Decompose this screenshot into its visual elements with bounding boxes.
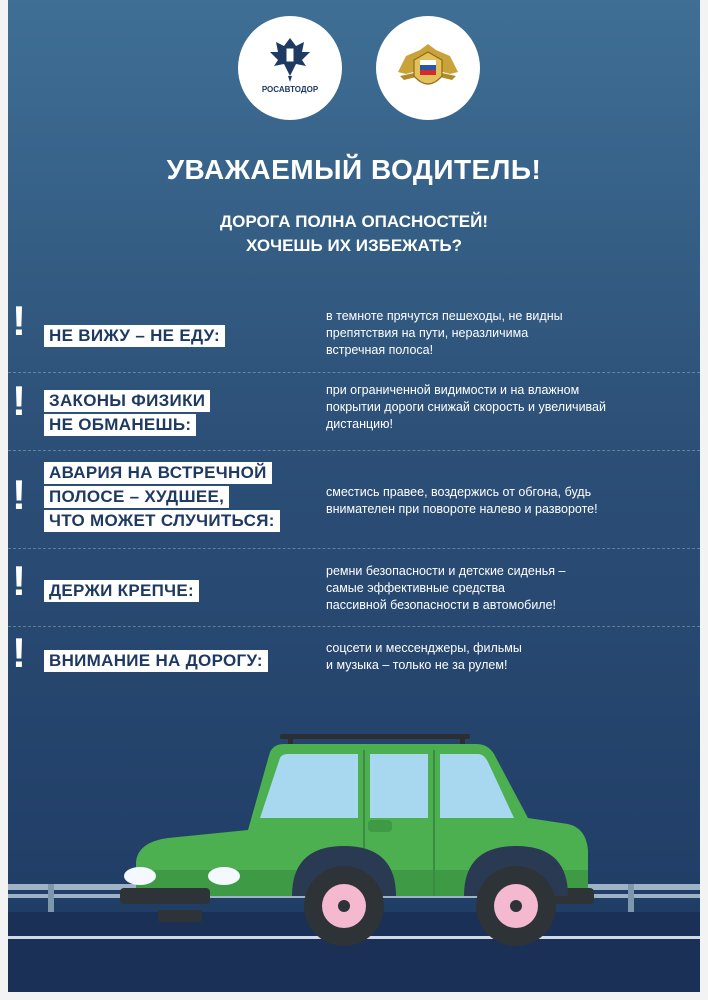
page-title: УВАЖАЕМЫЙ ВОДИТЕЛЬ!	[166, 154, 542, 185]
item-text-line: внимателен при повороте налево и развороте!	[326, 502, 598, 516]
item-text-line: дистанцию!	[326, 417, 393, 431]
exclamation-icon: !	[12, 471, 26, 518]
exclamation-icon: !	[12, 557, 26, 604]
item-label-line: НЕ ВИЖУ – НЕ ЕДУ:	[44, 325, 225, 347]
divider	[8, 548, 700, 549]
item-text-line: сместись правее, воздержись от обгона, будь	[326, 485, 592, 499]
item-label	[44, 650, 268, 674]
traffic-police-logo	[376, 16, 480, 120]
eagle-emblem-icon	[238, 16, 342, 120]
car-illustration	[8, 700, 700, 992]
item-text-line: самые эффективные средства	[326, 581, 505, 595]
item-label-line: ЧТО МОЖЕТ СЛУЧИТЬСЯ:	[44, 510, 280, 532]
item-label-line: ЗАКОНЫ ФИЗИКИ	[44, 390, 210, 412]
item-label-line: ПОЛОСЕ – ХУДШЕЕ,	[44, 486, 229, 508]
item-label	[44, 325, 225, 349]
item-text-line: препятствия на пути, неразличима	[326, 326, 529, 340]
item-text-line: в темноте прячутся пешеходы, не видны	[326, 309, 563, 323]
item-text	[326, 484, 686, 518]
divider	[8, 626, 700, 627]
item-label	[44, 390, 210, 438]
item-text-line: встречная полоса!	[326, 343, 434, 357]
police-badge-icon	[376, 16, 480, 120]
exclamation-icon: !	[12, 377, 26, 424]
item-text-line: пассивной безопасности в автомобиле!	[326, 598, 557, 612]
item-text-line: при ограниченной видимости и на влажном	[326, 383, 580, 397]
subtitle-line-2: ХОЧЕШЬ ИХ ИЗБЕЖАТЬ?	[246, 236, 462, 255]
item-text	[326, 308, 686, 359]
item-label-line: ВНИМАНИЕ НА ДОРОГУ:	[44, 650, 268, 672]
poster	[8, 0, 700, 992]
item-label-line: НЕ ОБМАНЕШЬ:	[44, 414, 196, 436]
item-text-line: и музыка – только не за рулем!	[326, 658, 508, 672]
item-text	[326, 640, 686, 674]
subtitle-line-1: ДОРОГА ПОЛНА ОПАСНОСТЕЙ!	[220, 212, 488, 231]
exclamation-icon: !	[12, 297, 26, 344]
exclamation-icon: !	[12, 629, 26, 676]
item-text	[326, 382, 686, 433]
car-icon	[8, 700, 700, 992]
item-text-line: ремни безопасности и детские сиденья –	[326, 564, 566, 578]
rosavtodor-caption: РОСАВТОДОР	[261, 85, 319, 94]
divider	[8, 450, 700, 451]
divider	[8, 372, 700, 373]
item-text-line: покрытии дороги снижай скорость и увеличивай	[326, 400, 606, 414]
item-label-line: ДЕРЖИ КРЕПЧЕ:	[44, 580, 199, 602]
item-text	[326, 563, 686, 614]
item-label	[44, 462, 280, 534]
item-text-line: соцсети и мессенджеры, фильмы	[326, 641, 522, 655]
item-label	[44, 580, 199, 604]
rosavtodor-logo	[238, 16, 342, 120]
item-label-line: АВАРИЯ НА ВСТРЕЧНОЙ	[44, 462, 272, 484]
